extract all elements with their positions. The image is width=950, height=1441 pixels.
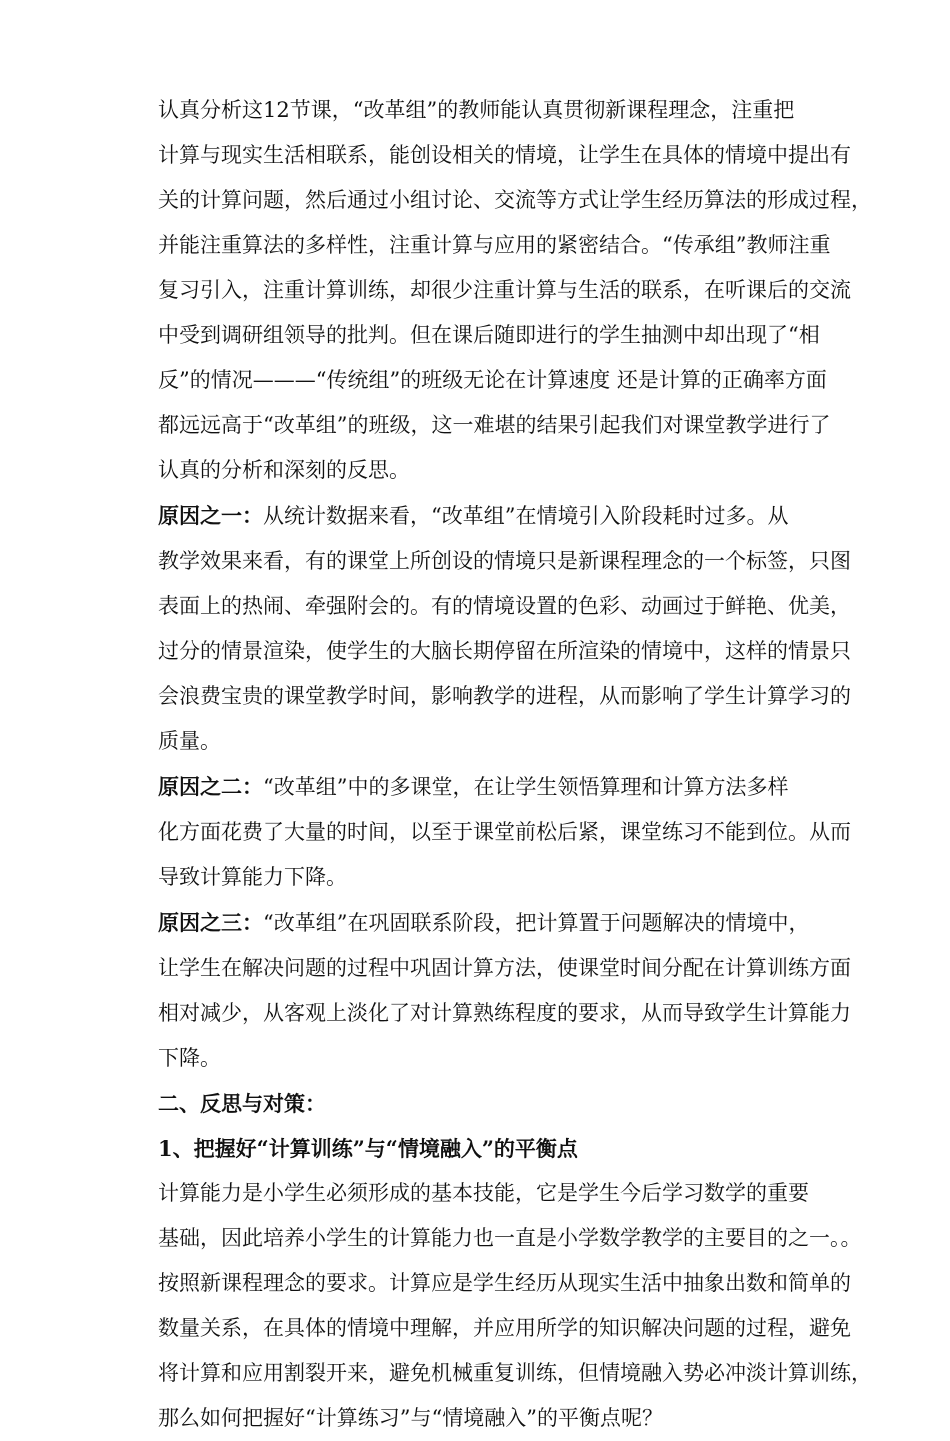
document-body [116,88,872,1441]
text-line: 相对减少，从客观上淡化了对计算熟练程度的要求，从而导致学生计算能力 [158,1001,851,1025]
subsection-heading: 1、把握好“计算训练”与“情境融入”的平衡点 [158,1136,578,1161]
section-heading: 二、反思与对策： [158,1091,326,1116]
text-line: 基础，因此培养小学生的计算能力也一直是小学数学教学的主要目的之一。。 [158,1226,862,1250]
text-line: 数量关系，在具体的情境中理解，并应用所学的知识解决问题的过程，避免 [158,1316,851,1340]
paragraph-analysis [116,88,872,493]
text-line: 复习引入，注重计算训练，却很少注重计算与生活的联系，在听课后的交流 [158,278,851,302]
text-line: 那么如何把握好“计算练习”与“情境融入”的平衡点呢？ [158,1406,663,1430]
paragraph-reason-1 [116,493,864,764]
text-line: 质量。 [158,729,221,753]
text-line: 下降。 [158,1046,221,1070]
reason-1-lead: 原因之一： [158,503,263,528]
reason-1-text: 从统计数据来看，“改革组”在情境引入阶段耗时过多。从 [263,504,789,528]
text-line: 按照新课程理念的要求。计算应是学生经历从现实生活中抽象出数和简单的 [158,1271,851,1295]
text-line [116,764,864,810]
text-line: 让学生在解决问题的过程中巩固计算方法，使课堂时间分配在计算训练方面 [158,956,851,980]
text-line: 中受到调研组领导的批判。但在课后随即进行的学生抽测中却出现了“相 [158,323,820,347]
text-line: 都远远高于“改革组”的班级，这一难堪的结果引起我们对课堂教学进行了 [158,413,831,437]
text-line: 将计算和应用割裂开来，避免机械重复训练，但情境融入势必冲淡计算训练， [158,1361,872,1385]
text-line: 计算与现实生活相联系，能创设相关的情境，让学生在具体的情境中提出有 [158,143,851,167]
paragraph-computation-ability [116,1171,872,1441]
reason-2-text: “改革组”中的多课堂，在让学生领悟算理和计算方法多样 [263,775,789,799]
text-line: 教学效果来看，有的课堂上所创设的情境只是新课程理念的一个标签，只图 [158,549,851,573]
text-line: 关的计算问题，然后通过小组讨论、交流等方式让学生经历算法的形成过程， [158,188,872,212]
text-line: 化方面花费了大量的时间，以至于课堂前松后紧，课堂练习不能到位。从而 [158,820,851,844]
paragraph-reason-2 [116,764,864,900]
text-line: 导致计算能力下降。 [158,865,347,889]
text-line: 会浪费宝贵的课堂教学时间，影响教学的进程，从而影响了学生计算学习的 [158,684,851,708]
text-line [116,493,864,539]
text-line: 认真分析这12节课，“改革组”的教师能认真贯彻新课程理念，注重把 [158,98,795,122]
text-line: 计算能力是小学生必须形成的基本技能，它是学生今后学习数学的重要 [158,1181,809,1205]
text-line: 认真的分析和深刻的反思。 [158,458,410,482]
reason-3-lead: 原因之三： [158,910,263,935]
text-line: 并能注重算法的多样性，注重计算与应用的紧密结合。“传承组”教师注重 [158,233,831,257]
text-line: 表面上的热闹、牵强附会的。有的情境设置的色彩、动画过于鲜艳、优美， [158,594,851,618]
paragraph-reason-3 [116,900,864,1081]
text-line: 过分的情景渲染，使学生的大脑长期停留在所渲染的情境中，这样的情景只 [158,639,851,663]
reason-2-lead: 原因之二： [158,774,263,799]
text-line [116,900,864,946]
reason-3-text: “改革组”在巩固联系阶段，把计算置于问题解决的情境中， [263,911,810,935]
text-line: 反”的情况———“传统组”的班级无论在计算速度 还是计算的正确率方面 [158,368,827,392]
